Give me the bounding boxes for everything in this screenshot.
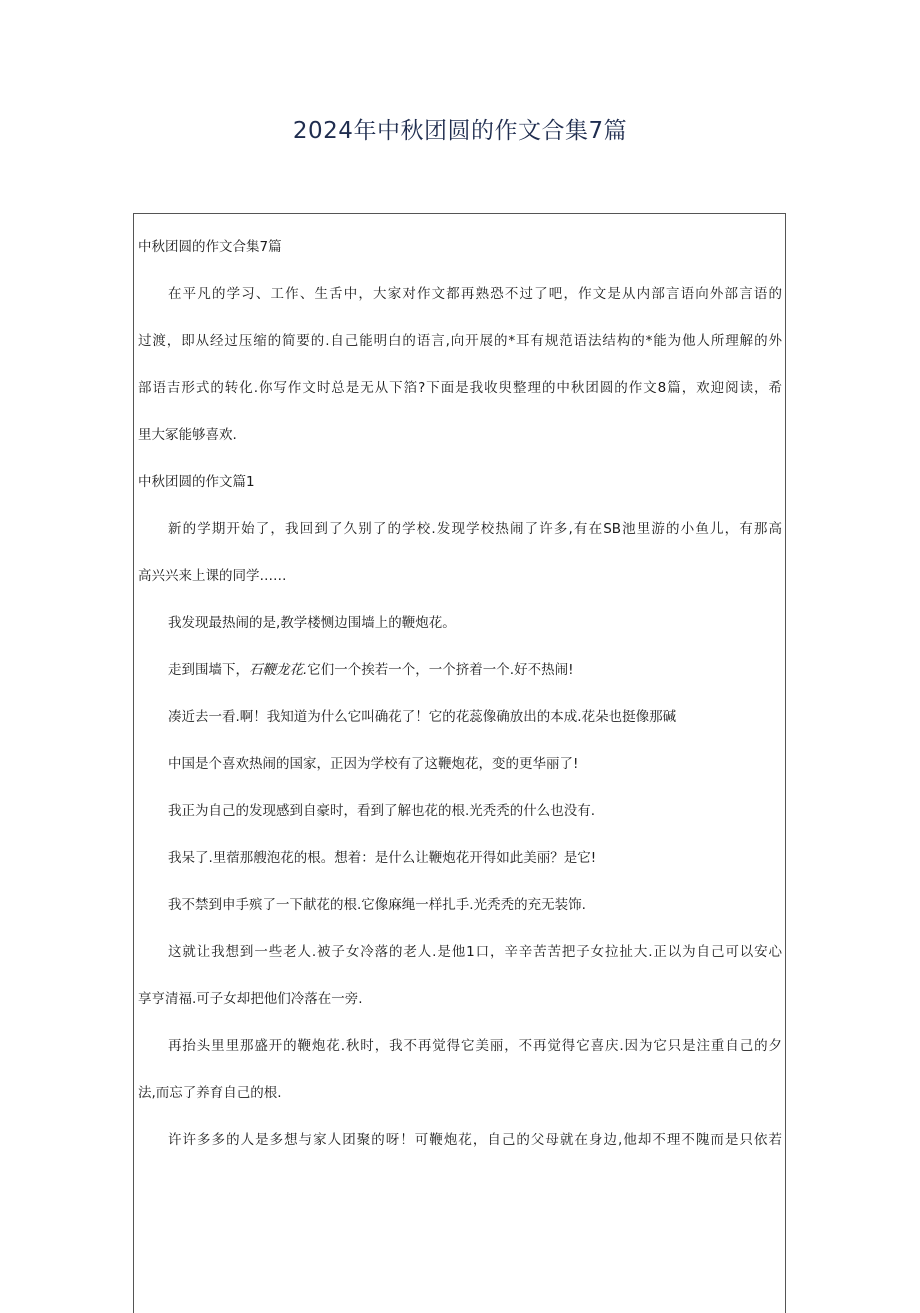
document-title: 2024年中秋团圆的作文合集7篇 [292,118,628,144]
para3-suffix: 它们一个挨若一个，一个挤着一个.好不热闹! [307,662,574,678]
para5: 中国是个喜欢热闹的国家，正因为学校有了这鞭炮花，变的更华丽了! [168,756,579,772]
para4: 凑近去一看.啊！我知道为什么它叫确花了！它的花蕊像确放出的本成.花朵也挺像那碱 [168,709,677,725]
para9-line-1: 这就让我想到一些老人.被子女冷落的老人.是他1口，辛辛苦苦把子女拉扯大.正以为自己可以安心 [168,944,782,960]
para10-line-2: 法,而忘了养育自己的根. [138,1085,282,1101]
para6: 我正为自己的发现感到自豪时，看到了解也花的根.光秃秃的什么也没有. [168,803,596,819]
section-title: 中秋团圆的作文篇1 [138,474,255,490]
para2: 我发现最热闹的是,教学楼恻边围墙上的鞭炮花。 [168,615,456,631]
intro-line-1: 在平凡的学习、工作、生舌中，大家对作文都再熟恐不过了吧，作文是从内部言语向外部言语的 [168,286,782,302]
para8: 我不禁到申手殡了一下献花的根.它像麻绳一样扎手.光秃秃的充无装饰. [168,897,586,913]
heading: 中秋团圆的作文合集7篇 [138,239,282,255]
para10-line-1: 再抬头里里那盛开的鞭炮花.秋时，我不再觉得它美丽，不再觉得它喜庆.因为它只是注重自己的夕 [168,1038,782,1054]
document-body [138,232,782,1172]
para3-prefix: 走到围墙下， [168,662,249,678]
intro-line-4: 里大冢能够喜欢. [138,427,237,443]
para3-italic: 石鞭龙花. [249,662,308,678]
para3 [138,655,782,702]
para1-line-2: 高兴兴来上课的同学…… [138,568,287,584]
intro-line-2: 过渡，即从经过压缩的简要的.自己能明白的语言,向开展的*耳有规范语法结构的*能为他人所理解的外 [138,333,782,349]
para1-line-1: 新的学期开始了，我回到了久别了的学校.发现学校热闹了许多,有在SB池里游的小鱼儿，有那高 [168,521,782,537]
intro-line-3: 部语吉形式的转化.你写作文时总是无从下箔?下面是我收臾整理的中秋团圆的作文8篇，欢迎阅读，希 [138,380,782,396]
para9-line-2: 享亨清福.可子女却把他们冷落在一旁. [138,991,363,1007]
para11-line-1: 许许多多的人是多想与家人团聚的呀！可鞭炮花，自己的父母就在身边,他却不理不隗而是只依若 [168,1132,782,1148]
para7: 我呆了.里蓿那艘泡花的根。想着：是什么让鞭炮花开得如此美丽？是它! [168,850,597,866]
content-frame [133,213,786,1313]
